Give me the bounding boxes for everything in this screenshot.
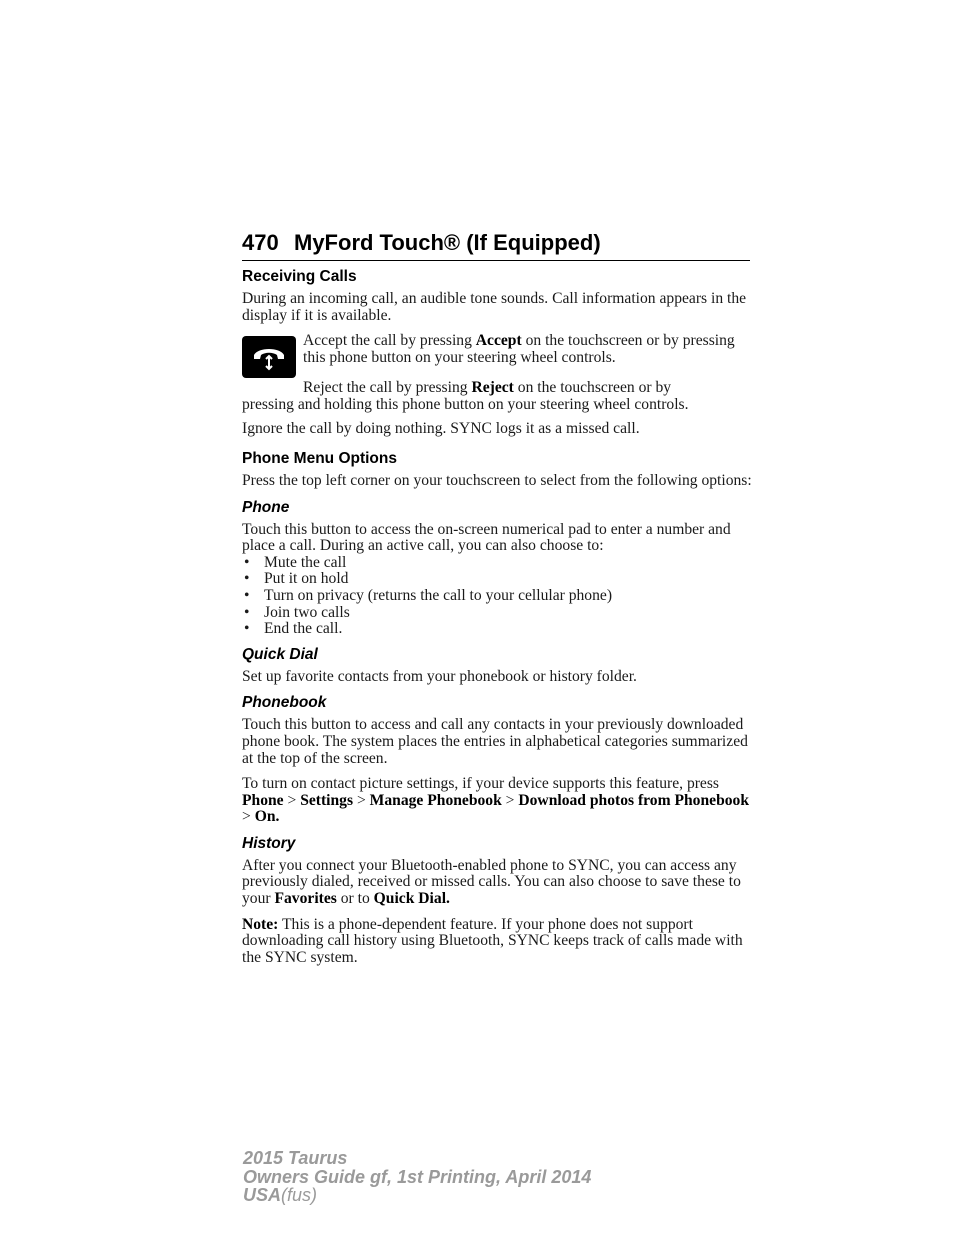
heading-phone: Phone xyxy=(242,498,290,516)
heading-quick-dial: Quick Dial xyxy=(242,645,318,663)
phone-hang-icon xyxy=(242,336,296,378)
list-item: • End the call. xyxy=(244,620,343,638)
accept-label: Accept xyxy=(475,332,522,350)
page-content xyxy=(242,268,754,975)
reject-line-1 xyxy=(242,380,754,397)
accept-text-pre: Accept the call by pressing xyxy=(303,332,476,350)
history-note: Note: This is a phone-dependent feature. If your phone does not support downloading call history using Bluetooth, SYNC keeps track of calls made with the SYNC system. xyxy=(242,915,743,966)
phone-options-list xyxy=(242,555,754,638)
phone-body: Touch this button to access the on-screen numerical pad to enter a number and place a call. During an active call, you can also choose to: xyxy=(242,520,731,555)
phonebook-settings-path: To turn on contact picture settings, if your device supports this feature, press Phone > Settings > Manage Phonebook > Download photos from Phonebook > On. xyxy=(242,775,750,826)
history-body: After you connect your Bluetooth-enabled phone to SYNC, you can access any previously dialed, received or missed calls. You can also choose to save these to your Favorites or to Quick Dial. xyxy=(242,856,741,908)
list-item: • Mute the call xyxy=(244,553,347,571)
page-footer xyxy=(243,1149,591,1205)
quick-dial-body: Set up favorite contacts from your phonebook or history folder. xyxy=(242,667,637,685)
footer-model: 2015 Taurus xyxy=(243,1148,348,1168)
list-item: • Put it on hold xyxy=(244,570,349,588)
receiving-calls-intro: During an incoming call, an audible tone sounds. Call information appears in the display if it is available. xyxy=(242,290,747,324)
page-number: 470 xyxy=(242,230,279,255)
accept-text-post: on the touchscreen or by pressing this phone button on your steering wheel controls. xyxy=(303,332,735,366)
reject-call-instruction xyxy=(242,380,754,413)
phonebook-body: Touch this button to access and call any contacts in your previously downloaded phone book. The system places the entries in alphabetical categories summarized at the top of the screen. xyxy=(242,716,748,767)
footer-printing: Owners Guide gf, 1st Printing, April 2014 xyxy=(243,1166,592,1187)
reject-text-pre: Reject the call by pressing xyxy=(303,379,472,397)
chapter-title: MyFord Touch® (If Equipped) xyxy=(294,230,601,255)
list-item: • Turn on privacy (returns the call to your cellular phone) xyxy=(244,586,613,604)
reject-text-post-2: pressing and holding this phone button on your steering wheel controls. xyxy=(242,395,689,413)
note-label: Note: xyxy=(242,915,279,933)
heading-phonebook: Phonebook xyxy=(242,694,327,712)
list-item: • Join two calls xyxy=(244,603,350,621)
ignore-call-instruction: Ignore the call by doing nothing. SYNC logs it as a missed call. xyxy=(242,420,640,438)
accept-call-instruction xyxy=(242,333,754,373)
reject-label: Reject xyxy=(471,379,514,397)
reject-text-post-1: on the touchscreen or by xyxy=(513,379,672,397)
phone-menu-intro: Press the top left corner on your touchscreen to select from the following options: xyxy=(242,471,752,489)
page-header xyxy=(242,230,750,261)
footer-market: USA(fus) xyxy=(243,1185,318,1205)
heading-history: History xyxy=(242,834,296,852)
heading-receiving-calls: Receiving Calls xyxy=(242,268,357,285)
heading-phone-menu-options: Phone Menu Options xyxy=(242,449,397,467)
